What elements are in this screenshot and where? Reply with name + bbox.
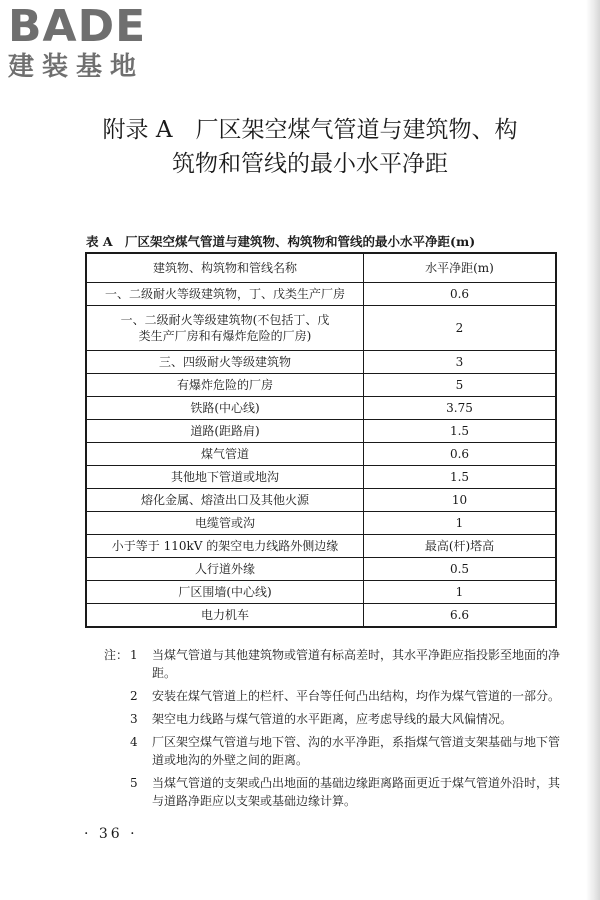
appendix-title <box>60 113 560 181</box>
row-name: 道路(距路肩) <box>86 420 364 443</box>
row-name-line-1: 一、二级耐火等级建筑物(不包括丁、戊 <box>120 313 330 327</box>
row-name: 人行道外缘 <box>86 558 364 581</box>
note-number: 5 <box>130 776 138 790</box>
row-value: 1 <box>364 581 557 604</box>
note-item <box>104 774 560 810</box>
row-value: 5 <box>364 374 557 397</box>
note-item <box>104 687 560 705</box>
note-text: 当煤气管道与其他建筑物或管道有标高差时，其水平净距应指投影至地面的净距。 <box>152 648 561 680</box>
notes-label: 注： <box>104 648 129 662</box>
row-name: 熔化金属、熔渣出口及其他火源 <box>86 489 364 512</box>
row-name-line-2: 类生产厂房和有爆炸危险的厂房) <box>138 329 312 343</box>
row-name: 小于等于 110kV 的架空电力线路外侧边缘 <box>86 535 364 558</box>
table-row <box>86 535 556 558</box>
page-edge-shadow <box>586 0 600 900</box>
table-caption: 表 A 厂区架空煤气管道与建筑物、构筑物和管线的最小水平净距(m) <box>86 234 476 249</box>
appendix-title-line-1: 附录 A 厂区架空煤气管道与建筑物、构 <box>102 117 518 143</box>
note-text: 架空电力线路与煤气管道的水平距离，应考虑导线的最大风偏情况。 <box>152 712 513 726</box>
row-name: 电力机车 <box>86 604 364 628</box>
table-row <box>86 443 556 466</box>
row-value: 3.75 <box>364 397 557 420</box>
note-number: 3 <box>130 712 138 726</box>
table-row <box>86 466 556 489</box>
row-value: 最高(杆)塔高 <box>364 535 557 558</box>
notes <box>104 646 560 815</box>
header-clearance: 水平净距(m) <box>364 253 557 283</box>
table-header-row <box>86 253 556 283</box>
note-number: 1 <box>130 648 138 662</box>
note-text: 厂区架空煤气管道与地下管、沟的水平净距，系指煤气管道支架基础与地下管道或地沟的外壁之间的距离。 <box>152 735 561 767</box>
table-row <box>86 558 556 581</box>
note-item <box>104 646 560 682</box>
header-structure-name: 建筑物、构筑物和管线名称 <box>86 253 364 283</box>
note-item <box>104 710 560 728</box>
row-name: 三、四级耐火等级建筑物 <box>86 351 364 374</box>
row-name: 厂区围墙(中心线) <box>86 581 364 604</box>
row-name: 铁路(中心线) <box>86 397 364 420</box>
row-value: 0.6 <box>364 283 557 306</box>
row-name: 电缆管或沟 <box>86 512 364 535</box>
row-value: 0.5 <box>364 558 557 581</box>
note-number: 2 <box>130 689 138 703</box>
table-row <box>86 489 556 512</box>
note-text: 安装在煤气管道上的栏杆、平台等任何凸出结构，均作为煤气管道的一部分。 <box>152 689 561 703</box>
row-value: 3 <box>364 351 557 374</box>
table-row <box>86 283 556 306</box>
page-number: · 36 · <box>84 826 138 842</box>
logo-brand: BADE <box>8 1 147 52</box>
table-row <box>86 512 556 535</box>
table-row <box>86 397 556 420</box>
row-value: 0.6 <box>364 443 557 466</box>
note-text: 当煤气管道的支架或凸出地面的基础边缘距离路面更近于煤气管道外沿时，其与道路净距应以支架或基础边缘计算。 <box>152 776 561 808</box>
logo <box>8 1 147 82</box>
row-value: 1.5 <box>364 466 557 489</box>
row-name: 一、二级耐火等级建筑物，丁、戊类生产厂房 <box>86 283 364 306</box>
table-row <box>86 604 556 628</box>
row-value: 1 <box>364 512 557 535</box>
row-value: 10 <box>364 489 557 512</box>
note-item <box>104 733 560 769</box>
table-row <box>86 420 556 443</box>
table-row <box>86 374 556 397</box>
row-value: 1.5 <box>364 420 557 443</box>
row-name: 其他地下管道或地沟 <box>86 466 364 489</box>
note-number: 4 <box>130 735 138 749</box>
logo-subtitle: 建装基地 <box>8 52 145 82</box>
table-row <box>86 306 556 351</box>
row-name: 煤气管道 <box>86 443 364 466</box>
table-row <box>86 351 556 374</box>
table-row <box>86 581 556 604</box>
row-name <box>86 306 364 351</box>
clearance-table <box>85 252 557 628</box>
row-value: 2 <box>364 306 557 351</box>
row-value: 6.6 <box>364 604 557 628</box>
row-name: 有爆炸危险的厂房 <box>86 374 364 397</box>
appendix-title-line-2: 筑物和管线的最小水平净距 <box>172 151 448 177</box>
